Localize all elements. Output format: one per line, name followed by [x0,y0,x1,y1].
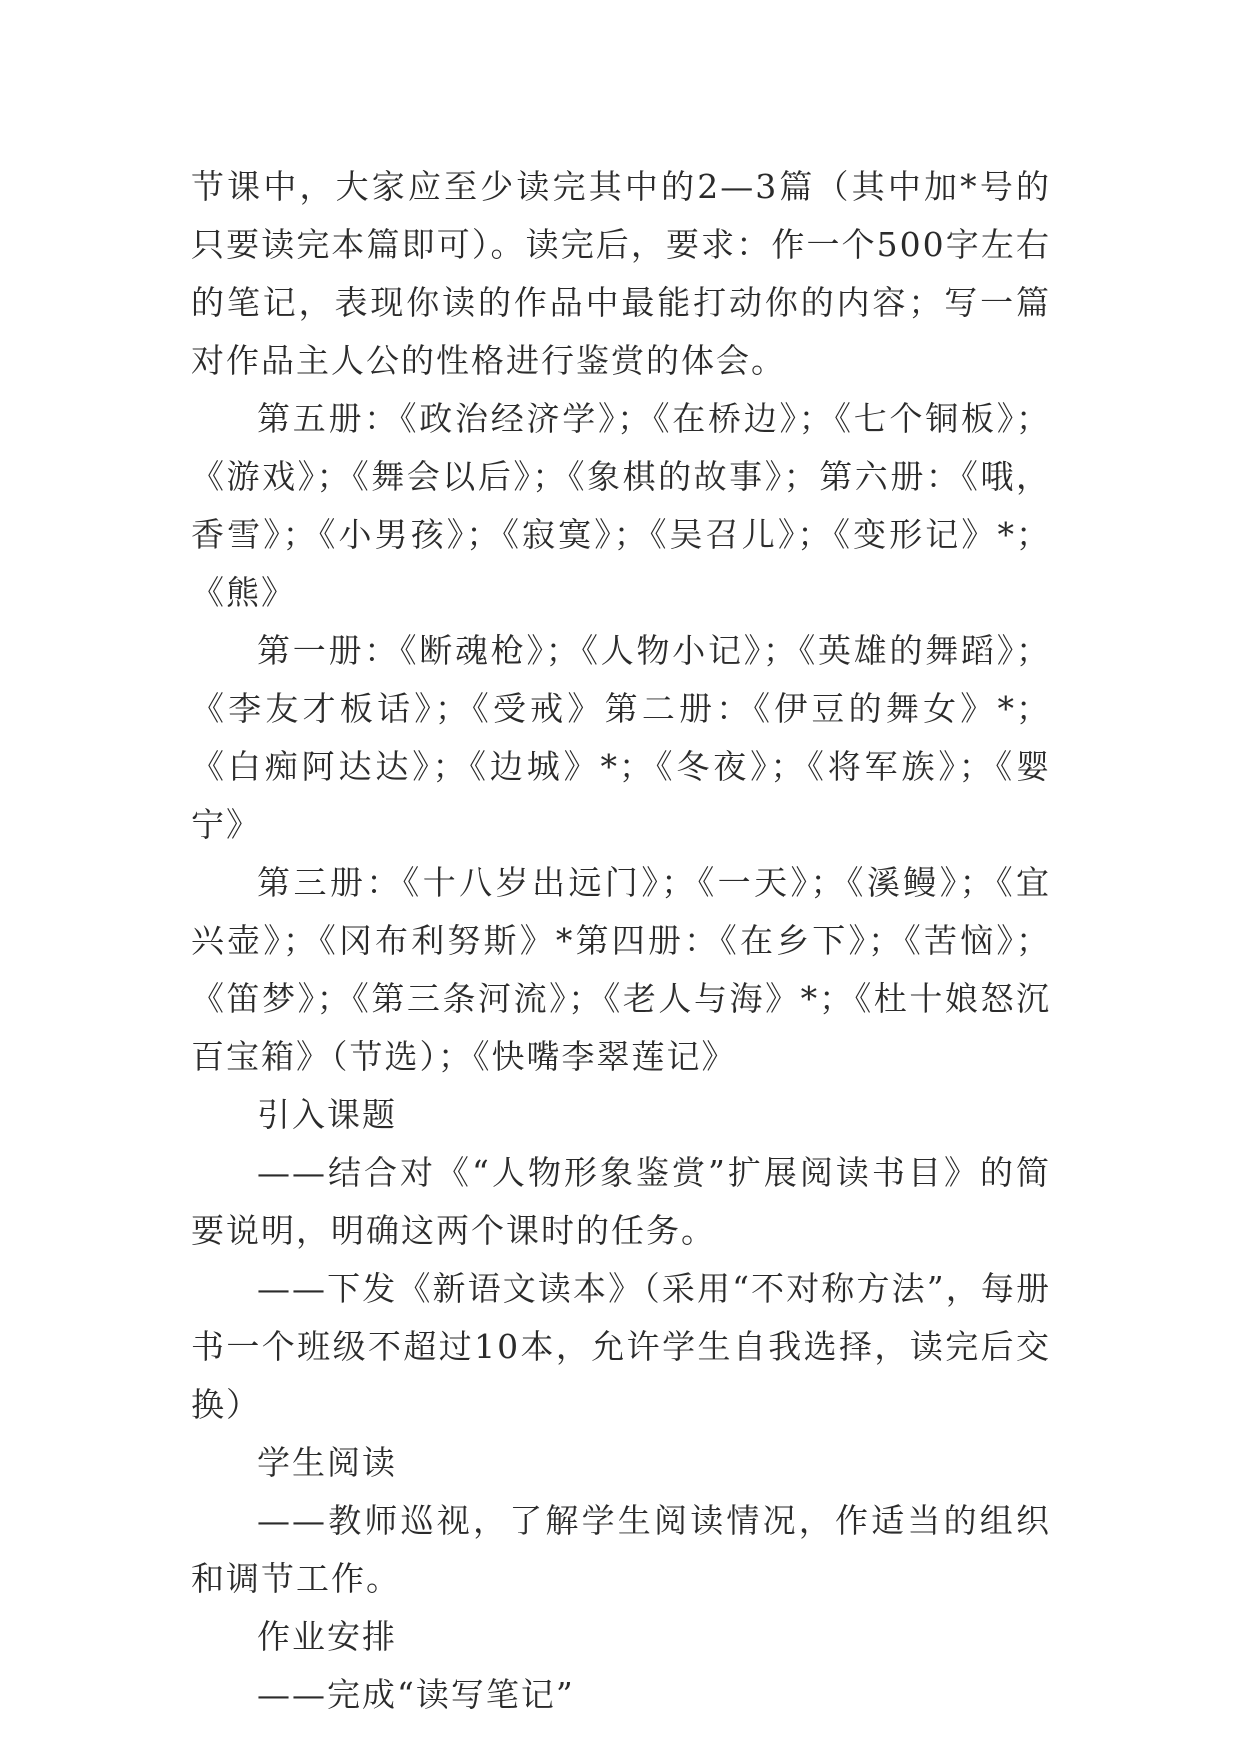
paragraph-book-list-volumes-5-6: 第五册：《政治经济学》；《在桥边》；《七个铜板》；《游戏》；《舞会以后》；《象棋的故事》；第六册：《哦，香雪》；《小男孩》；《寂寞》；《吴召儿》；《变形记》*；《熊》 [191,399,1051,612]
paragraph-homework-notes: ——完成“读写笔记” [257,1675,575,1714]
paragraph-book-list-volumes-1-2: 第一册：《断魂枪》；《人物小记》；《英雄的舞蹈》；《李友才板话》；《受戒》第二册：《伊豆的舞女》*；《白痴阿达达》；《边城》*；《冬夜》；《将军族》；《婴宁》 [191,631,1051,844]
section-heading-introduce-topic: 引入课题 [257,1095,397,1134]
paragraph-teacher-patrol: ——教师巡视，了解学生阅读情况，作适当的组织和调节工作。 [191,1501,1051,1598]
paragraph-book-list-volumes-3-4: 第三册：《十八岁出远门》；《一天》；《溪鳗》；《宜兴壶》；《冈布利努斯》*第四册：《在乡下》；《苦恼》；《笛梦》；《第三条河流》；《老人与海》*；《杜十娘怒沉百宝箱》（节选）；《快嘴李翠莲记》 [191,863,1051,1076]
paragraph-distribute-readers: ——下发《新语文读本》（采用“不对称方法”，每册书一个班级不超过10本，允许学生自我选择，读完后交换） [191,1269,1051,1424]
section-heading-student-reading: 学生阅读 [257,1443,397,1482]
section-heading-homework: 作业安排 [257,1617,397,1656]
paragraph-reading-requirements: 节课中，大家应至少读完其中的2—3篇（其中加*号的只要读完本篇即可）。读完后，要求：作一个500字左右的笔记，表现你读的作品中最能打动你的内容；写一篇对作品主人公的性格进行鉴赏的体会。 [191,167,1051,380]
paragraph-introduce-explanation: ——结合对《“人物形象鉴赏”扩展阅读书目》的简要说明，明确这两个课时的任务。 [191,1153,1051,1250]
document-body [191,158,1051,1724]
